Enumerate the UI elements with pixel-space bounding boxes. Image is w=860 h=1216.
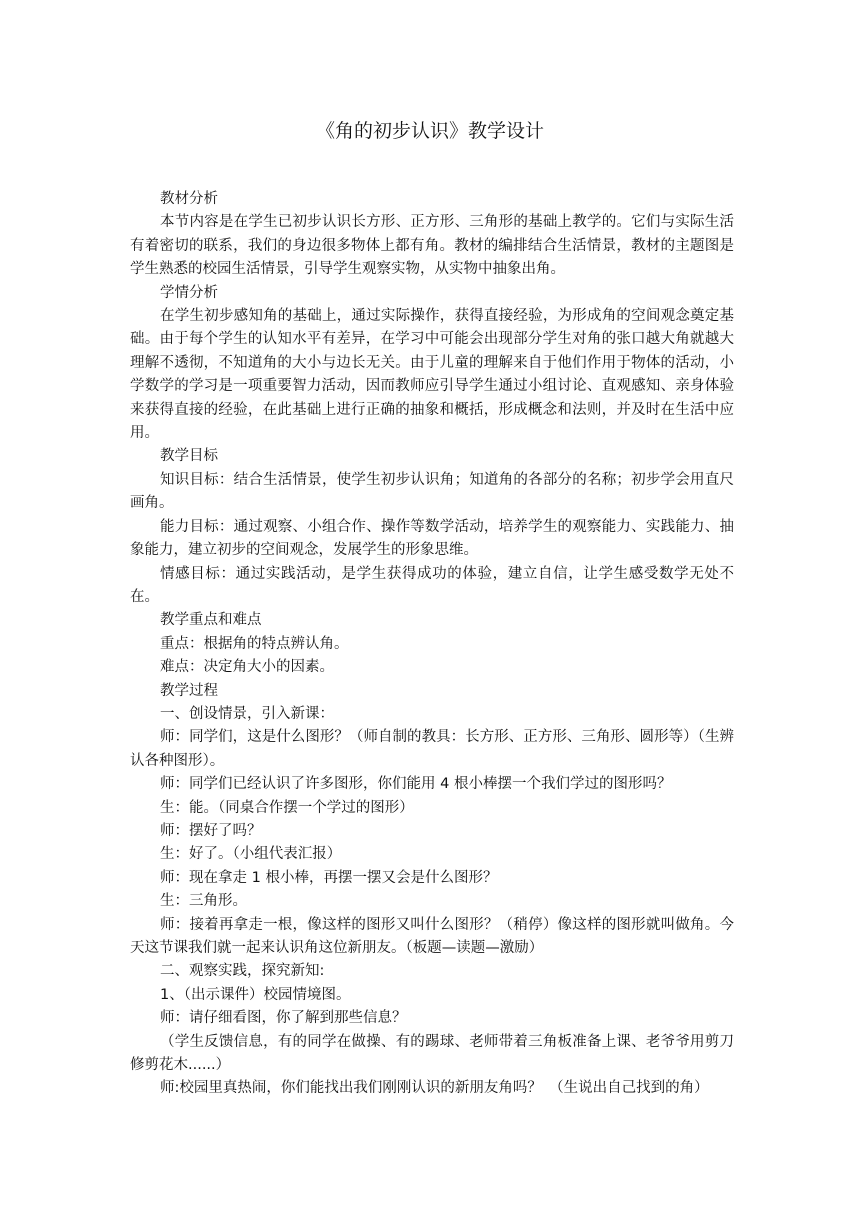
paragraph: 二、观察实践，探究新知:: [160, 963, 325, 980]
paragraph: 一、创设情景，引入新课：: [160, 705, 334, 722]
paragraph: （学生反馈信息，有的同学在做操、有的踢球、老师带着三角板准备上课、老爷爷用剪刀修剪花木......）: [130, 1033, 734, 1074]
paragraph: 知识目标：结合生活情景，使学生初步认识角；知道角的各部分的名称；初步学会用直尺画角。: [130, 471, 734, 512]
paragraph: 师：同学们已经认识了许多图形，你们能用 4 根小棒摆一个我们学过的图形吗？: [160, 776, 672, 793]
paragraph: 师:校园里真热闹，你们能找出我们刚刚认识的新朋友角吗？ （生说出自己找到的角）: [160, 1080, 709, 1097]
paragraph: 难点：决定角大小的因素。: [160, 659, 334, 676]
paragraph: 师：摆好了吗？: [160, 822, 262, 839]
paragraph: 生：能。（同桌合作摆一个学过的图形）: [160, 799, 414, 816]
paragraph: 师：同学们，这是什么图形？（师自制的教具：长方形、正方形、三角形、圆形等）（生辨认各种图形）。: [130, 729, 734, 769]
paragraph: 在学生初步感知角的基础上，通过实际操作，获得直接经验，为形成角的空间观念奠定基础。由于每个学生的认知水平有差异，在学习中可能会出现部分学生对角的张口越大角就越大理解不透彻，不知道角的大小与边长无关。由于儿童的理解来自于他们作用于物体的活动，小学数学的学习是一项重要智力活动，因而教师应引导学生通过小组讨论、直观感知、亲身体验来获得直接的经验，在此基础上进行正确的抽象和概括，形成概念和法则，并及时在生活中应用。: [130, 308, 734, 442]
paragraph: 1、（出示课件）校园情境图。: [160, 986, 351, 1003]
paragraph: 生：好了。（小组代表汇报）: [160, 846, 342, 863]
section-heading: 教学过程: [160, 682, 218, 699]
paragraph: 情感目标：通过实践活动，是学生获得成功的体验，建立自信，让学生感受数学无处不在。: [130, 565, 734, 605]
document-title: 《角的初步认识》教学设计: [315, 120, 544, 142]
section-heading: 学情分析: [160, 284, 218, 301]
paragraph: 师：请仔细看图，你了解到那些信息？: [160, 1010, 407, 1027]
paragraph: 师：接着再拿走一根，像这样的图形又叫什么图形？（稍停）像这样的图形就叫做角。今天这节课我们就一起来认识角这位新朋友。（板题—读题—激励）: [130, 916, 734, 956]
paragraph: 生：三角形。: [160, 893, 247, 910]
paragraph: 师：现在拿走 1 根小棒，再摆一摆又会是什么图形？: [160, 869, 498, 886]
paragraph: 重点：根据角的特点辨认角。: [160, 635, 349, 652]
section-heading: 教学目标: [160, 448, 218, 465]
paragraph: 能力目标：通过观察、小组合作、操作等数学活动，培养学生的观察能力、实践能力、抽象能力，建立初步的空间观念，发展学生的形象思维。: [130, 518, 734, 559]
document-body: [130, 188, 734, 1101]
section-heading: 教学重点和难点: [160, 612, 262, 629]
paragraph: 本节内容是在学生已初步认识长方形、正方形、三角形的基础上教学的。它们与实际生活有着密切的联系，我们的身边很多物体上都有角。教材的编排结合生活情景，教材的主题图是学生熟悉的校园生活情景，引导学生观察实物，从实物中抽象出角。: [130, 214, 734, 278]
section-heading: 教材分析: [160, 191, 218, 207]
